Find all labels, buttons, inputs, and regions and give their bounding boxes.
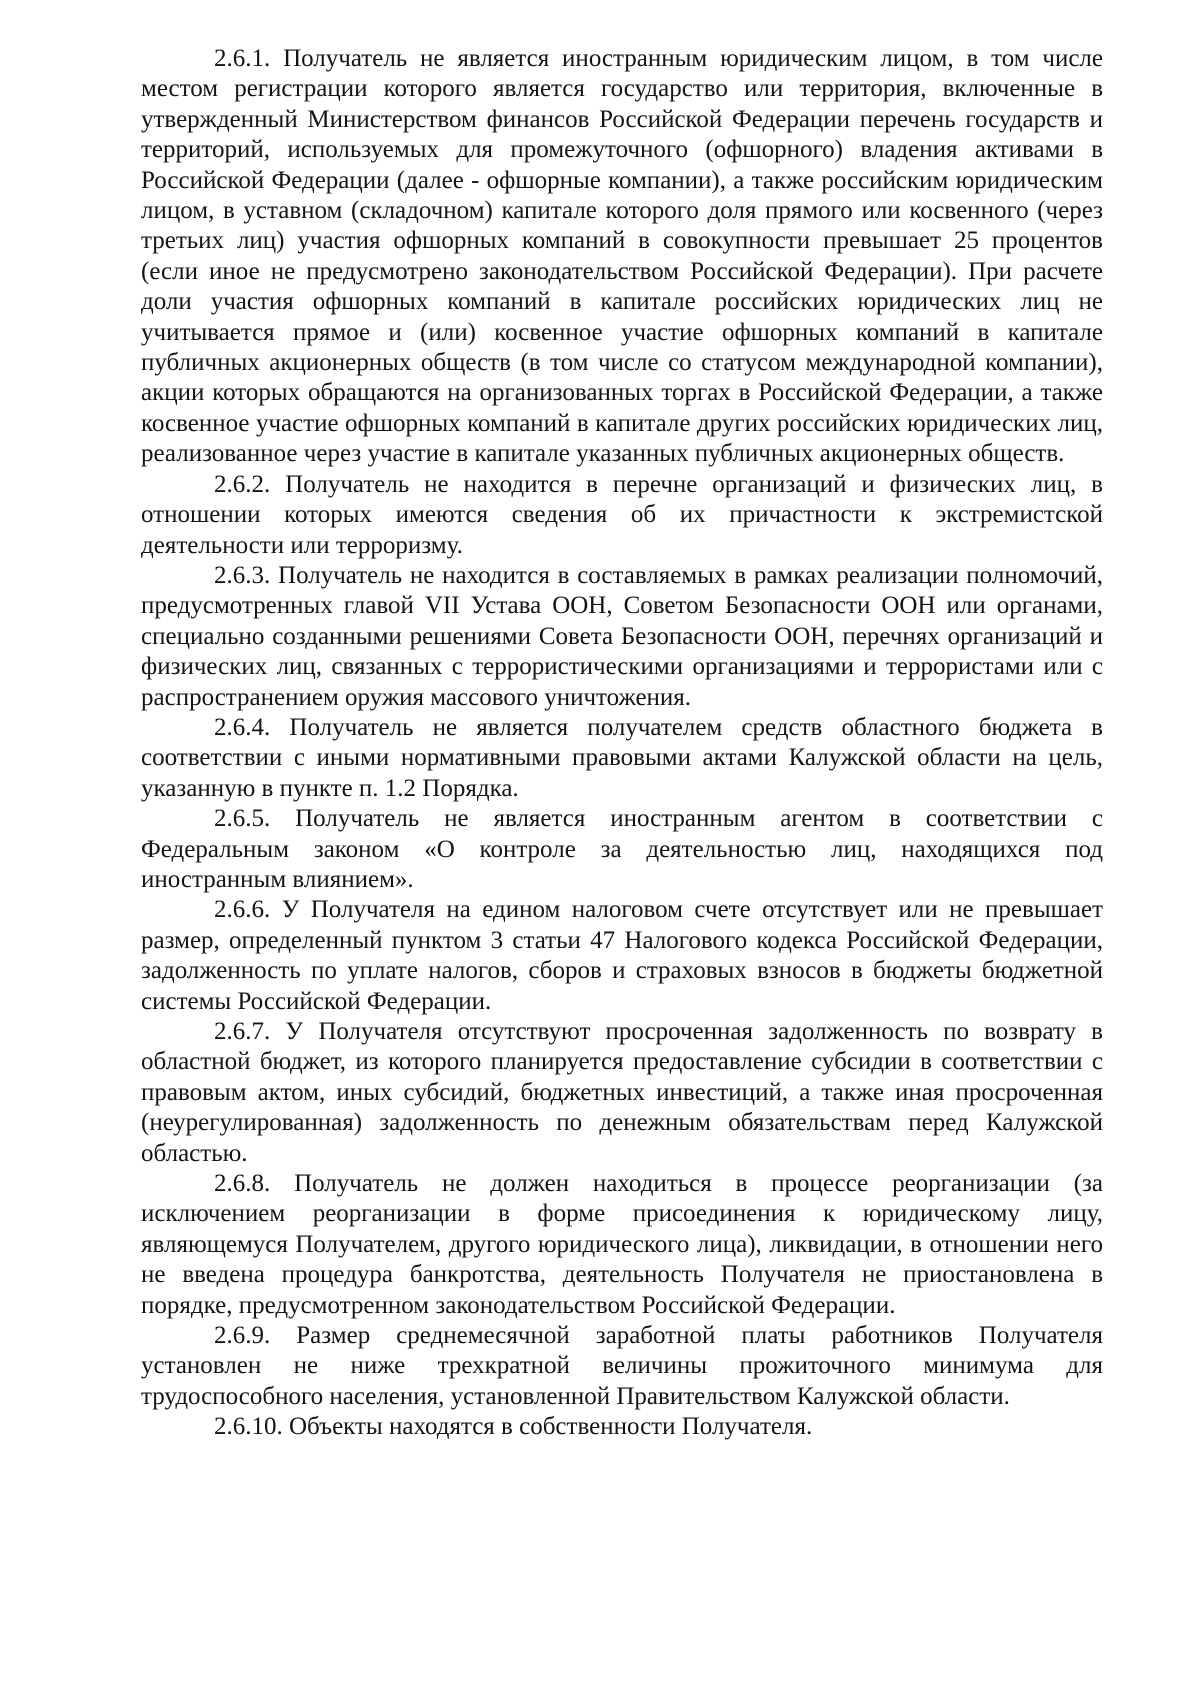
- clause-2-6-6: 2.6.6. У Получателя на едином налоговом счете отсутствует или не превышает размер, определенный пунктом 3 статьи 47 Налогового кодекса Российской Федерации, задолженность по уплате налогов, сборов и страховых взносов в бюджеты бюджетной системы Российской Федерации.: [141, 896, 1103, 1015]
- document-page: [141, 44, 1103, 1443]
- clause-2-6-10: 2.6.10. Объекты находятся в собственности Получателя.: [214, 1413, 813, 1441]
- clause-2-6-4: 2.6.4. Получатель не является получателем средств областного бюджета в соответствии с иными нормативными правовыми актами Калужской области на цель, указанную в пункте п. 1.2 Порядка.: [141, 713, 1103, 802]
- clause-2-6-3: 2.6.3. Получатель не находится в составляемых в рамках реализации полномочий, предусмотренных главой VII Устава ООН, Советом Безопасности ООН или органами, специально созданными решениями Совета Безопасности ООН, перечнях организаций и физических лиц, связанных с террористическими организациями и террористами или с распространением оружия массового уничтожения.: [141, 561, 1103, 711]
- clause-2-6-5: 2.6.5. Получатель не является иностранным агентом в соответствии с Федеральным законом «О контроле за деятельностью лиц, находящихся под иностранным влиянием».: [141, 805, 1103, 893]
- clause-2-6-1: 2.6.1. Получатель не является иностранным юридическим лицом, в том числе местом регистрации которого является государство или территория, включенные в утвержденный Министерством финансов Российской Федерации перечень государств и территорий, используемых для промежуточного (офшорного) владения активами в Российской Федерации (далее - офшорные компании), а также российским юридическим лицом, в уставном (складочном) капитале которого доля прямого или косвенного (через третьих лиц) участия офшорных компаний в совокупности превышает 25 процентов (если иное не предусмотрено законодательством Российской Федерации). При расчете доли участия офшорных компаний в капитале российских юридических лиц не учитывается прямое и (или) косвенное участие офшорных компаний в капитале публичных акционерных обществ (в том числе со статусом международной компании), акции которых обращаются на организованных торгах в Российской Федерации, а также косвенное участие офшорных компаний в капитале других российских юридических лиц, реализованное через участие в капитале указанных публичных акционерных обществ.: [141, 45, 1103, 468]
- clause-2-6-9: 2.6.9. Размер среднемесячной заработной платы работников Получателя установлен не ниже трехкратной величины прожиточного минимума для трудоспособного населения, установленной Правительством Калужской области.: [141, 1322, 1103, 1410]
- clause-2-6-8: 2.6.8. Получатель не должен находиться в процессе реорганизации (за исключением реорганизации в форме присоединения к юридическому лицу, являющемуся Получателем, другого юридического лица), ликвидации, в отношении него не введена процедура банкротства, деятельность Получателя не приостановлена в порядке, предусмотренном законодательством Российской Федерации.: [141, 1170, 1103, 1319]
- clause-2-6-2: 2.6.2. Получатель не находится в перечне организаций и физических лиц, в отношении которых имеются сведения об их причастности к экстремистской деятельности или терроризму.: [141, 470, 1103, 559]
- clause-2-6-7: 2.6.7. У Получателя отсутствуют просроченная задолженность по возврату в областной бюджет, из которого планируется предоставление субсидии в соответствии с правовым актом, иных субсидий, бюджетных инвестиций, а также иная просроченная (неурегулированная) задолженность по денежным обязательствам перед Калужской областью.: [141, 1018, 1103, 1167]
